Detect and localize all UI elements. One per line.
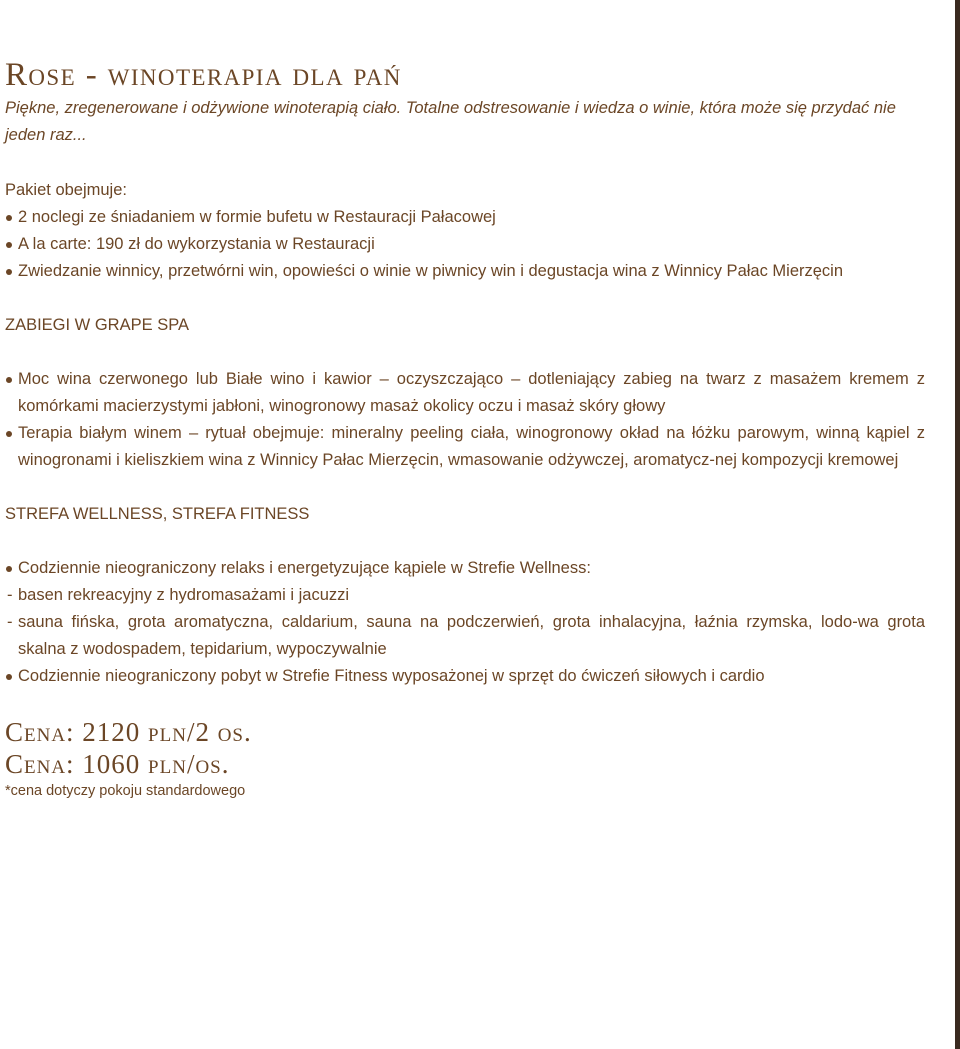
dash-mark: - <box>7 586 13 604</box>
offer-title: Rose - winoterapia dla pań <box>5 57 402 93</box>
price-line: Cena: 1060 pln/os. <box>5 749 230 779</box>
offer-content <box>5 55 925 802</box>
package-label: Pakiet obejmuje: <box>5 181 127 199</box>
wellness-subitem-text: sauna fińska, grota aromatyczna, caldarium, sauna na podczerwień, grota inhalacyjna, łaźnia rzymska, lodo-wa grota skalna z wodospadem, tepidarium, wypoczywalnie <box>18 613 925 658</box>
dash-mark: - <box>7 613 13 631</box>
wellness-subitem <box>5 609 925 663</box>
wellness-subitem <box>5 582 925 609</box>
wellness-item: Codziennie nieograniczony pobyt w Strefie Fitness wyposażonej w sprzęt do ćwiczeń siłowych i cardio <box>5 663 925 690</box>
price-line: Cena: 2120 pln/2 os. <box>5 717 252 747</box>
offer-intro: Piękne, zregenerowane i odżywione winoterapią ciało. Totalne odstresowanie i wiedza o winie, która może się przydać nie jeden raz... <box>5 99 896 144</box>
wellness-item: Codziennie nieograniczony relaks i energetyzujące kąpiele w Strefie Wellness: <box>5 555 925 582</box>
wellness-heading: STREFA WELLNESS, STREFA FITNESS <box>5 505 310 523</box>
spa-heading: ZABIEGI W GRAPE SPA <box>5 316 189 334</box>
spa-item: Terapia białym winem – rytuał obejmuje: mineralny peeling ciała, winogronowy okład na łóżku parowym, winną kąpiel z winogronami i kieliszkiem wina z Winnicy Pałac Mierzęcin, wmasowanie odżywczej, aromatycz-nej kompozycji kremowej <box>5 420 925 474</box>
package-item: A la carte: 190 zł do wykorzystania w Restauracji <box>5 231 925 258</box>
page-edge-bar <box>955 0 960 1049</box>
wellness-subitem-text: basen rekreacyjny z hydromasażami i jacuzzi <box>18 586 350 604</box>
price-note: *cena dotyczy pokoju standardowego <box>5 783 246 799</box>
package-item: Zwiedzanie winnicy, przetwórni win, opowieści o winie w piwnicy win i degustacja wina z Winnicy Pałac Mierzęcin <box>5 258 925 285</box>
package-item: 2 noclegi ze śniadaniem w formie bufetu w Restauracji Pałacowej <box>5 204 925 231</box>
spa-item: Moc wina czerwonego lub Białe wino i kawior – oczyszczająco – dotleniający zabieg na twarz z masażem kremem z komórkami macierzystymi jabłoni, winogronowy masaż okolicy oczu i masaż skóry głowy <box>5 366 925 420</box>
